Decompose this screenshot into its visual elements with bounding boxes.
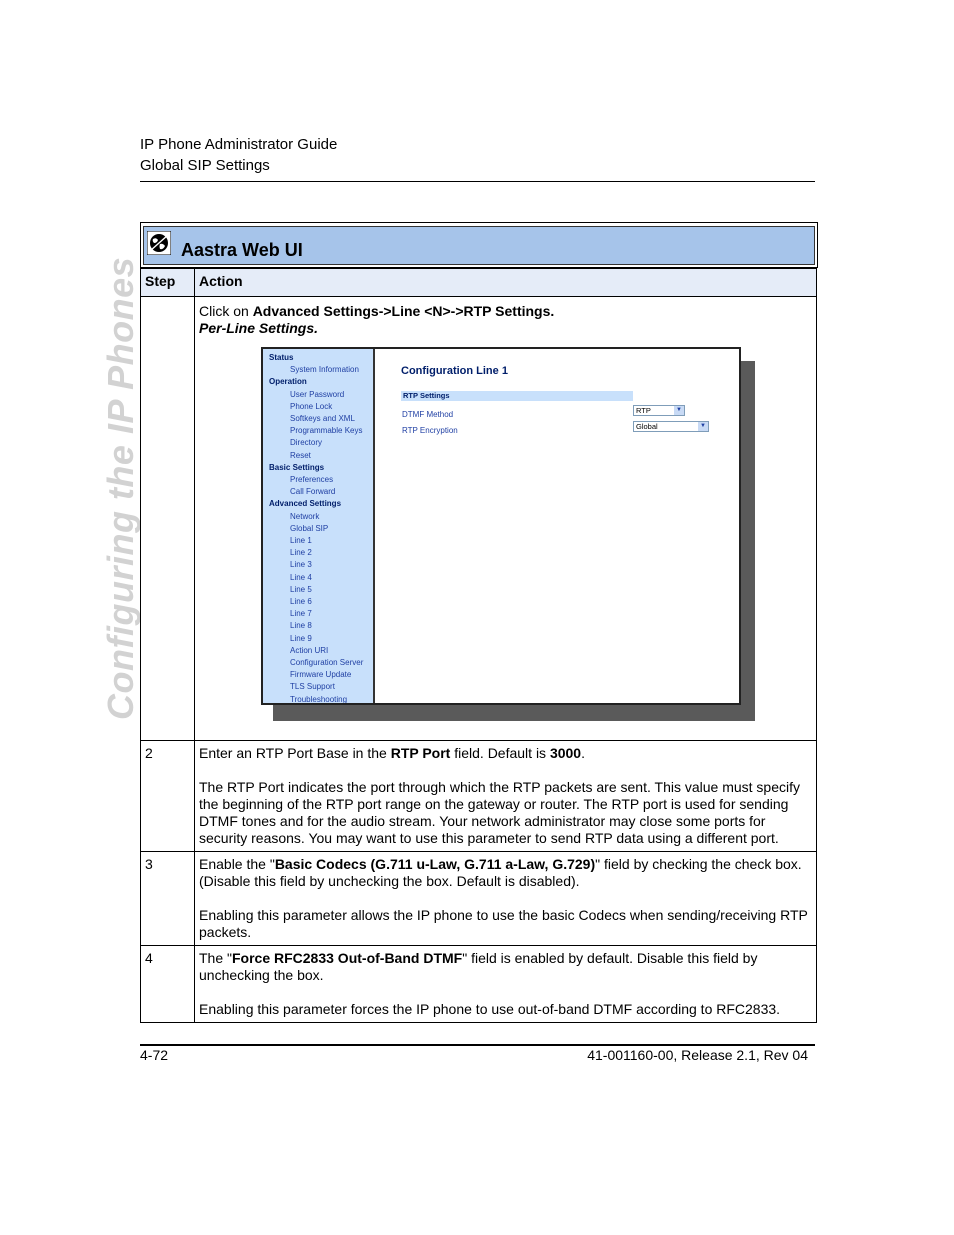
text-span: Enable the ": [199, 856, 275, 872]
field-name: Force RFC2833 Out-of-Band DTMF: [231, 950, 463, 966]
chevron-down-icon: ▼: [674, 406, 684, 415]
nav-link[interactable]: Preferences: [290, 475, 334, 485]
nav-link[interactable]: Configuration Server: [290, 658, 364, 668]
header-step: Step: [141, 269, 195, 297]
per-line-settings-label: Per-Line Settings.: [199, 320, 319, 336]
table-row: [141, 297, 817, 741]
action-cell: [195, 852, 817, 946]
action-cell: [195, 946, 817, 1023]
header-rule: [140, 181, 815, 182]
action-subtext: [199, 320, 812, 337]
footer-rule: [140, 1044, 815, 1046]
step-number: 2: [141, 741, 195, 852]
text-span: " field by checking the check box. (Disable this field by unchecking the box. Default is disabled).: [199, 856, 802, 889]
web-ui-screenshot: [261, 347, 766, 725]
nav-link[interactable]: Global SIP: [290, 523, 329, 533]
nav-link[interactable]: Line 6: [290, 597, 312, 607]
step-number: 4: [141, 946, 195, 1023]
nav-link[interactable]: Action URI: [290, 645, 329, 655]
text-span: .: [581, 745, 585, 761]
config-page-title: Configuration Line 1: [401, 365, 508, 377]
nav-link[interactable]: Network: [290, 511, 320, 521]
nav-link[interactable]: Troubleshooting: [290, 694, 348, 704]
nav-link[interactable]: System Information: [290, 365, 359, 375]
dtmf-method-value: RTP: [636, 406, 651, 415]
dtmf-method-label: DTMF Method: [402, 410, 454, 419]
rtp-encryption-value: Global: [636, 422, 658, 431]
action-description: Enabling this parameter allows the IP phone to use the basic Codecs when sending/receiving RTP packets.: [199, 907, 808, 940]
nav-link[interactable]: Line 1: [290, 536, 312, 546]
steps-table: [140, 268, 817, 1023]
field-name: RTP Port: [390, 745, 451, 761]
nav-link[interactable]: Line 8: [290, 621, 312, 631]
header-section-title: Global SIP Settings: [140, 157, 270, 174]
action-text: [199, 745, 812, 762]
document-id: 41-001160-00, Release 2.1, Rev 04: [587, 1047, 808, 1063]
text-span: " field is enabled by default. Disable this field by unchecking the box.: [199, 950, 758, 983]
table-row: [141, 852, 817, 946]
nav-link[interactable]: Line 7: [290, 609, 312, 619]
section-box-title: Aastra Web UI: [181, 240, 303, 260]
nav-section-heading: Status: [269, 353, 294, 362]
chevron-down-icon: ▼: [698, 422, 708, 431]
rtp-encryption-select[interactable]: [633, 421, 709, 432]
action-text: [199, 856, 812, 890]
action-description: The RTP Port indicates the port through which the RTP packets are sent. This value must specify the beginning of the RTP port range on the gateway or router. The RTP port is used for sending DTMF tones and for the audio stream. Your network administrator may close some ports for security reasons. You may want to use this parameter to send RTP data using a different port.: [199, 779, 801, 846]
nav-link[interactable]: Phone Lock: [290, 401, 333, 411]
rtp-settings-section: RTP Settings: [401, 391, 633, 401]
action-cell: [195, 741, 817, 852]
nav-section-heading: Basic Settings: [269, 462, 325, 472]
page-number: 4-72: [140, 1047, 169, 1063]
screenshot-window: [261, 347, 741, 705]
text-span: The ": [199, 950, 232, 966]
table-row: [141, 946, 817, 1023]
nav-link[interactable]: User Password: [290, 389, 345, 399]
text-span: Enter an RTP Port Base in the: [199, 745, 391, 761]
nav-link[interactable]: Call Forward: [290, 487, 336, 497]
menu-path: Advanced Settings->Line <N>->RTP Settings.: [252, 303, 555, 319]
nav-section-heading: Operation: [269, 377, 307, 387]
action-text: [199, 303, 812, 320]
nav-link[interactable]: Programmable Keys: [290, 426, 363, 436]
text-span: Click on: [199, 303, 253, 319]
nav-link[interactable]: Line 3: [290, 560, 312, 570]
action-cell: [195, 297, 817, 741]
table-header-row: [141, 269, 817, 297]
action-description: Enabling this parameter forces the IP phone to use out-of-band DTMF according to RFC2833.: [199, 1001, 781, 1017]
header-guide-title: IP Phone Administrator Guide: [140, 136, 338, 153]
header-action: Action: [195, 269, 817, 297]
default-value: 3000: [549, 745, 582, 761]
nav-section-heading: Advanced Settings: [269, 499, 342, 509]
table-row: [141, 741, 817, 852]
nav-link[interactable]: TLS Support: [290, 682, 335, 692]
globe-icon: [147, 231, 171, 255]
text-span: field. Default is: [450, 745, 550, 761]
nav-link[interactable]: Firmware Update: [290, 670, 352, 680]
nav-link[interactable]: Directory: [290, 438, 323, 448]
rtp-encryption-label: RTP Encryption: [402, 426, 458, 435]
dtmf-method-select[interactable]: [633, 405, 685, 416]
step-number: [141, 297, 195, 741]
field-name: Basic Codecs (G.711 u-Law, G.711 a-Law, G.729): [274, 856, 596, 872]
web-ui-nav: [263, 349, 375, 703]
nav-link[interactable]: Line 2: [290, 548, 312, 558]
nav-link[interactable]: Line 9: [290, 633, 312, 643]
side-chapter-tab: Configuring the IP Phones: [100, 256, 141, 720]
step-number: 3: [141, 852, 195, 946]
nav-link[interactable]: Reset: [290, 450, 311, 460]
nav-link[interactable]: Line 4: [290, 572, 312, 582]
nav-link[interactable]: Line 5: [290, 584, 312, 594]
action-text: [199, 950, 812, 984]
nav-link[interactable]: Softkeys and XML: [290, 414, 355, 424]
